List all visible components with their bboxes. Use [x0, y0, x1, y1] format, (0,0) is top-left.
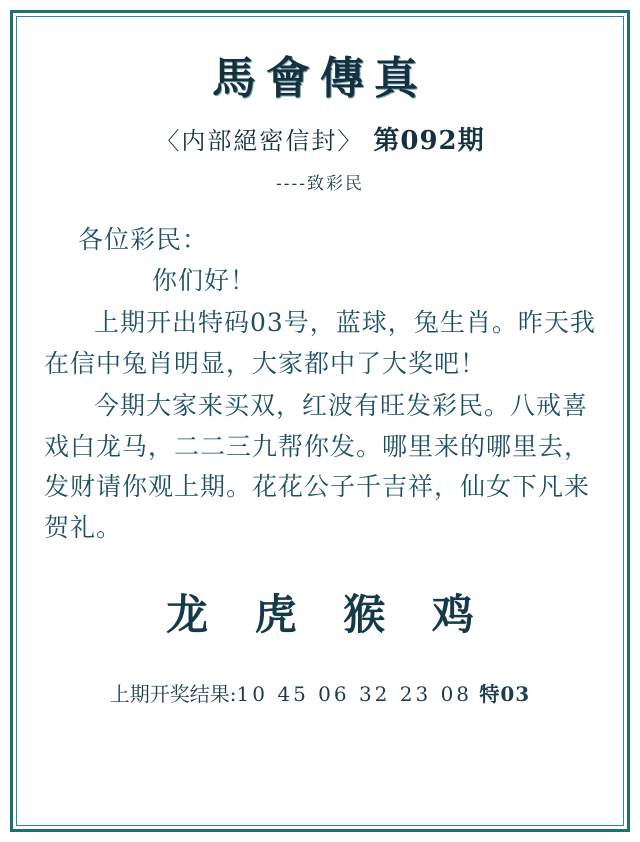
page-title: 馬會傳真 [212, 53, 428, 104]
salutation: 各位彩民： [78, 225, 209, 254]
paragraph-1: 上期开出特码03号，蓝球，兔生肖。昨天我在信中兔肖明显，大家都中了大奖吧！ [44, 308, 596, 378]
issue-number: 第092期 [373, 126, 485, 156]
letter-body [44, 220, 596, 548]
subtitle-secret-envelope: 〈内部絕密信封〉 [155, 127, 364, 155]
subtitle-row [0, 120, 640, 157]
greeting: 你们好！ [152, 265, 257, 295]
zodiac-prediction: 龙 虎 猴 鸡 [166, 590, 490, 639]
paragraph-2: 今期大家来买双，红波有旺发彩民。八戒喜戏白龙马，二二三九帮你发。哪里来的哪里去，发财请你观上期。花花公子千吉祥，仙女下凡来贺礼。 [44, 391, 591, 542]
result-numbers: 10 45 06 32 23 08 [236, 682, 473, 706]
result-special-number: 特03 [479, 682, 531, 706]
addressee-line: ----致彩民 [276, 174, 364, 194]
result-label: 上期开奖结果: [109, 682, 237, 706]
previous-draw-result [0, 678, 640, 707]
